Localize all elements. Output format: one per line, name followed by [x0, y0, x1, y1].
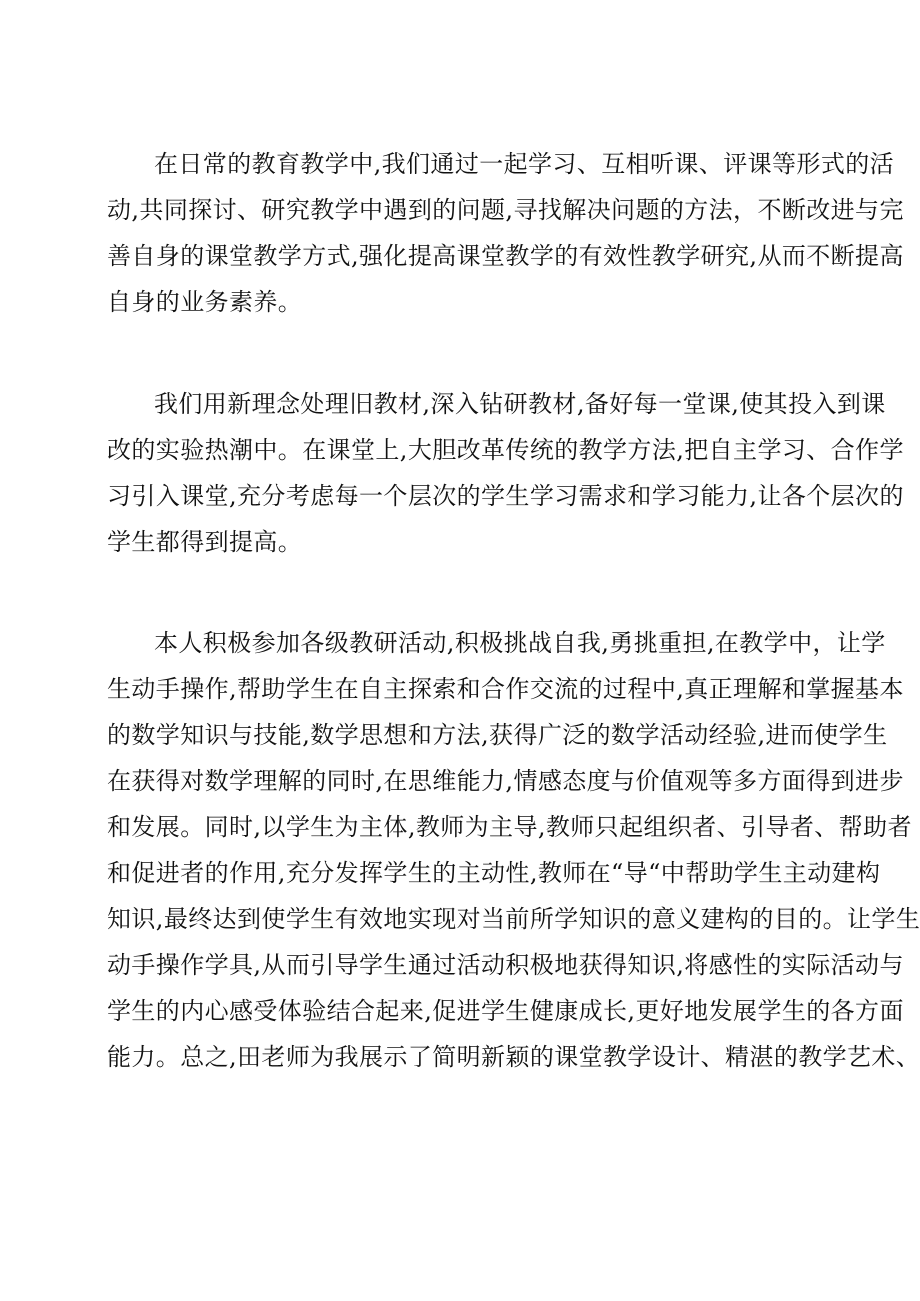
text-line: 自身的业务素养。	[107, 288, 303, 316]
text-line: 生动手操作,帮助学生在自主探索和合作交流的过程中,真正理解和掌握基本	[107, 675, 904, 703]
paragraph-1	[107, 150, 904, 348]
text-line: 改的实验热潮中。在课堂上,大胆改革传统的教学方法,把自主学习、合作学	[107, 436, 904, 464]
paragraph-3	[107, 629, 920, 1103]
text-line: 学生都得到提高。	[107, 528, 303, 556]
text-line: 和发展。同时,以学生为主体,教师为主导,教师只起组织者、引导者、帮助者	[107, 813, 912, 841]
text-line: 动手操作学具,从而引导学生通过活动积极地获得知识,将感性的实际活动与	[107, 951, 904, 979]
text-line: 本人积极参加各级教研活动,积极挑战自我,勇挑重担,在教学中，让学	[154, 629, 886, 657]
text-line: 在获得对数学理解的同时,在思维能力,情感态度与价值观等多方面得到进步	[107, 767, 904, 795]
text-line: 能力。总之,田老师为我展示了简明新颖的课堂教学设计、精湛的教学艺术、	[107, 1043, 920, 1071]
text-line: 动,共同探讨、研究教学中遇到的问题,寻找解决问题的方法，不断改进与完	[107, 196, 904, 224]
text-line: 和促进者的作用,充分发挥学生的主动性,教师在“导“中帮助学生主动建构	[107, 859, 881, 887]
text-line: 知识,最终达到使学生有效地实现对当前所学知识的意义建构的目的。让学生	[107, 905, 920, 933]
text-line: 学生的内心感受体验结合起来,促进学生健康成长,更好地发展学生的各方面	[107, 997, 904, 1025]
text-line: 善自身的课堂教学方式,强化提高课堂教学的有效性教学研究,从而不断提高	[107, 242, 904, 270]
text-line: 我们用新理念处理旧教材,深入钻研教材,备好每一堂课,使其投入到课	[154, 390, 886, 418]
text-line: 习引入课堂,充分考虑每一个层次的学生学习需求和学习能力,让各个层次的	[107, 482, 904, 510]
text-line: 的数学知识与技能,数学思想和方法,获得广泛的数学活动经验,进而使学生	[107, 721, 888, 749]
text-line: 在日常的教育教学中,我们通过一起学习、互相听课、评课等形式的活	[154, 150, 895, 178]
paragraph-2	[107, 390, 904, 588]
